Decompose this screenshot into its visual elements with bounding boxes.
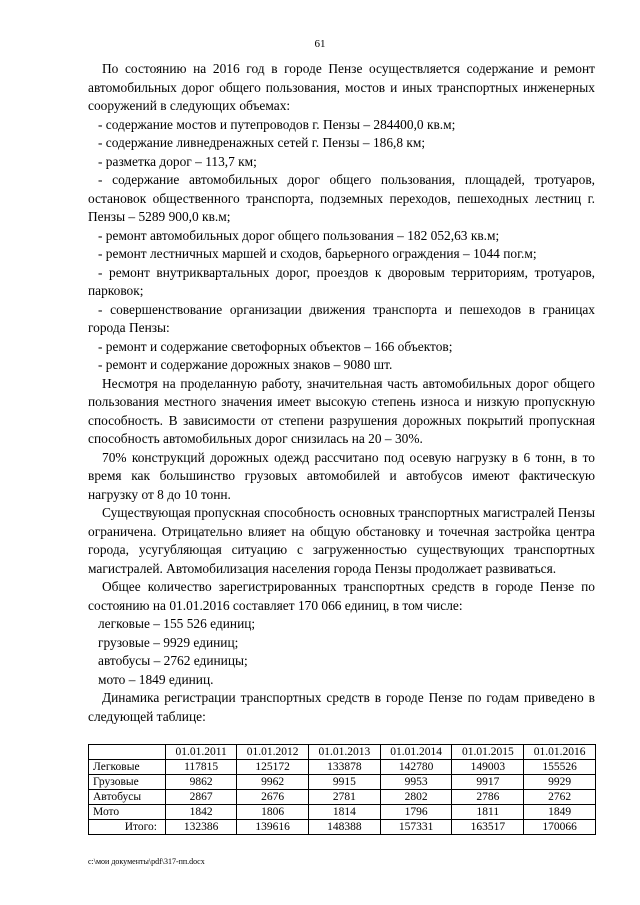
table-cell: 117815	[166, 760, 237, 775]
table-cell: 155526	[524, 760, 596, 775]
table-cell: 2781	[308, 790, 380, 805]
list-item: - содержание автомобильных дорог общего пользования, площадей, тротуаров, остановок общественного транспорта, подземных переходов, пешеходных лестниц г. Пензы – 5289 900,0 кв.м;	[88, 172, 595, 224]
page-number: 61	[314, 38, 326, 50]
list-item: - ремонт лестничных маршей и сходов, барьерного ограждения – 1044 пог.м;	[98, 246, 537, 261]
row-label: Автобусы	[89, 790, 166, 805]
intro-paragraph: По состоянию на 2016 год в городе Пензе осуществляется содержание и ремонт автомобильных дорог общего пользования, мостов и иных транспортных инженерных сооружений в следующих объемах:	[88, 61, 595, 113]
table-cell: 139616	[237, 820, 309, 835]
table-header-cell: 01.01.2016	[524, 745, 596, 760]
list-item: - содержание ливнедренажных сетей г. Пензы – 186,8 км;	[98, 135, 426, 150]
table-cell: 9953	[380, 775, 452, 790]
table-cell: 9862	[166, 775, 237, 790]
table-cell: 142780	[380, 760, 452, 775]
table-cell: 157331	[380, 820, 452, 835]
table-header-cell: 01.01.2015	[452, 745, 524, 760]
table-cell: 170066	[524, 820, 596, 835]
load-paragraph: 70% конструкций дорожных одежд рассчитано под осевую нагрузку в 6 тонн, в то время как большинство грузовых автомобилей и автобусов имеют фактическую нагрузку от 8 до 10 тонн.	[88, 449, 595, 502]
vehicle-count-item: мото – 1849 единиц.	[98, 671, 214, 687]
table-cell: 9917	[452, 775, 524, 790]
table-header-cell	[89, 745, 166, 760]
table-row	[89, 760, 596, 775]
table-cell: 1842	[166, 805, 237, 820]
table-cell: 1806	[237, 805, 309, 820]
table-header-cell: 01.01.2013	[308, 745, 380, 760]
row-label: Грузовые	[89, 775, 166, 790]
table-cell: 148388	[308, 820, 380, 835]
capacity-paragraph: Существующая пропускная способность основных транспортных магистралей Пензы ограничена. Отрицательно влияет на общую обстановку и точечная застройка центра города, усугубляющая ситуацию с загруженностью существующих транспортных магистралей. Автомобилизация населения города Пензы продолжает развиваться.	[88, 505, 595, 576]
table-cell: 125172	[237, 760, 309, 775]
list-item: - содержание мостов и путепроводов г. Пензы – 284400,0 кв.м;	[98, 116, 456, 132]
table-cell: 9915	[308, 775, 380, 790]
table-cell: 163517	[452, 820, 524, 835]
table-cell: 9929	[524, 775, 596, 790]
total-vehicles-paragraph: Общее количество зарегистрированных транспортных средств в городе Пензе по состоянию на 01.01.2016 составляет 170 066 единиц, в том числе:	[88, 579, 595, 613]
table-header-cell: 01.01.2011	[166, 745, 237, 760]
table-cell: 2786	[452, 790, 524, 805]
table-header-cell: 01.01.2012	[237, 745, 309, 760]
table-row	[89, 805, 596, 820]
table-total-row	[89, 820, 596, 835]
table-cell: 132386	[166, 820, 237, 835]
table-cell: 2676	[237, 790, 309, 805]
list-item: - ремонт автомобильных дорог общего пользования – 182 052,63 кв.м;	[98, 227, 500, 243]
table-cell: 9962	[237, 775, 309, 790]
list-item: - ремонт внутриквартальных дорог, проездов к дворовым территориям, тротуаров, парковок;	[88, 264, 595, 298]
table-cell: 149003	[452, 760, 524, 775]
row-label: Легковые	[89, 760, 166, 775]
table-row	[89, 790, 596, 805]
table-cell: 1811	[452, 805, 524, 820]
row-label: Итого:	[89, 820, 166, 835]
vehicle-count-item: грузовые – 9929 единиц;	[98, 634, 239, 650]
dynamics-paragraph: Динамика регистрации транспортных средств в городе Пензе по годам приведено в следующей таблице:	[88, 690, 595, 724]
registration-table	[88, 744, 596, 835]
list-item: - разметка дорог – 113,7 км;	[98, 153, 257, 169]
list-item: - совершенствование организации движения транспорта и пешеходов в границах города Пензы:	[88, 301, 595, 335]
file-path-footer: c:\мои документы\pdf\317-пп.docx	[88, 857, 205, 866]
table-cell: 1814	[308, 805, 380, 820]
table-cell: 2762	[524, 790, 596, 805]
table-cell: 1849	[524, 805, 596, 820]
vehicle-count-item: автобусы – 2762 единицы;	[98, 653, 248, 668]
table-cell: 2802	[380, 790, 452, 805]
table-cell: 1796	[380, 805, 452, 820]
table-cell: 2867	[166, 790, 237, 805]
table-cell: 133878	[308, 760, 380, 775]
wear-paragraph: Несмотря на проделанную работу, значительная часть автомобильных дорог общего пользования местного значения имеет высокую степень износа и низкую пропускную способность. В зависимости от степени разрушения дорожных покрытий пропускная способность автомобильных дорог снизилась на 20 – 30%.	[88, 375, 595, 446]
row-label: Мото	[89, 805, 166, 820]
list-item: - ремонт и содержание дорожных знаков – 9080 шт.	[98, 357, 393, 372]
table-header-cell: 01.01.2014	[380, 745, 452, 760]
list-item: - ремонт и содержание светофорных объектов – 166 объектов;	[98, 338, 453, 354]
document-body	[88, 60, 595, 726]
table-row	[89, 775, 596, 790]
table-header-row	[89, 745, 596, 760]
vehicle-count-item: легковые – 155 526 единиц;	[98, 616, 256, 631]
